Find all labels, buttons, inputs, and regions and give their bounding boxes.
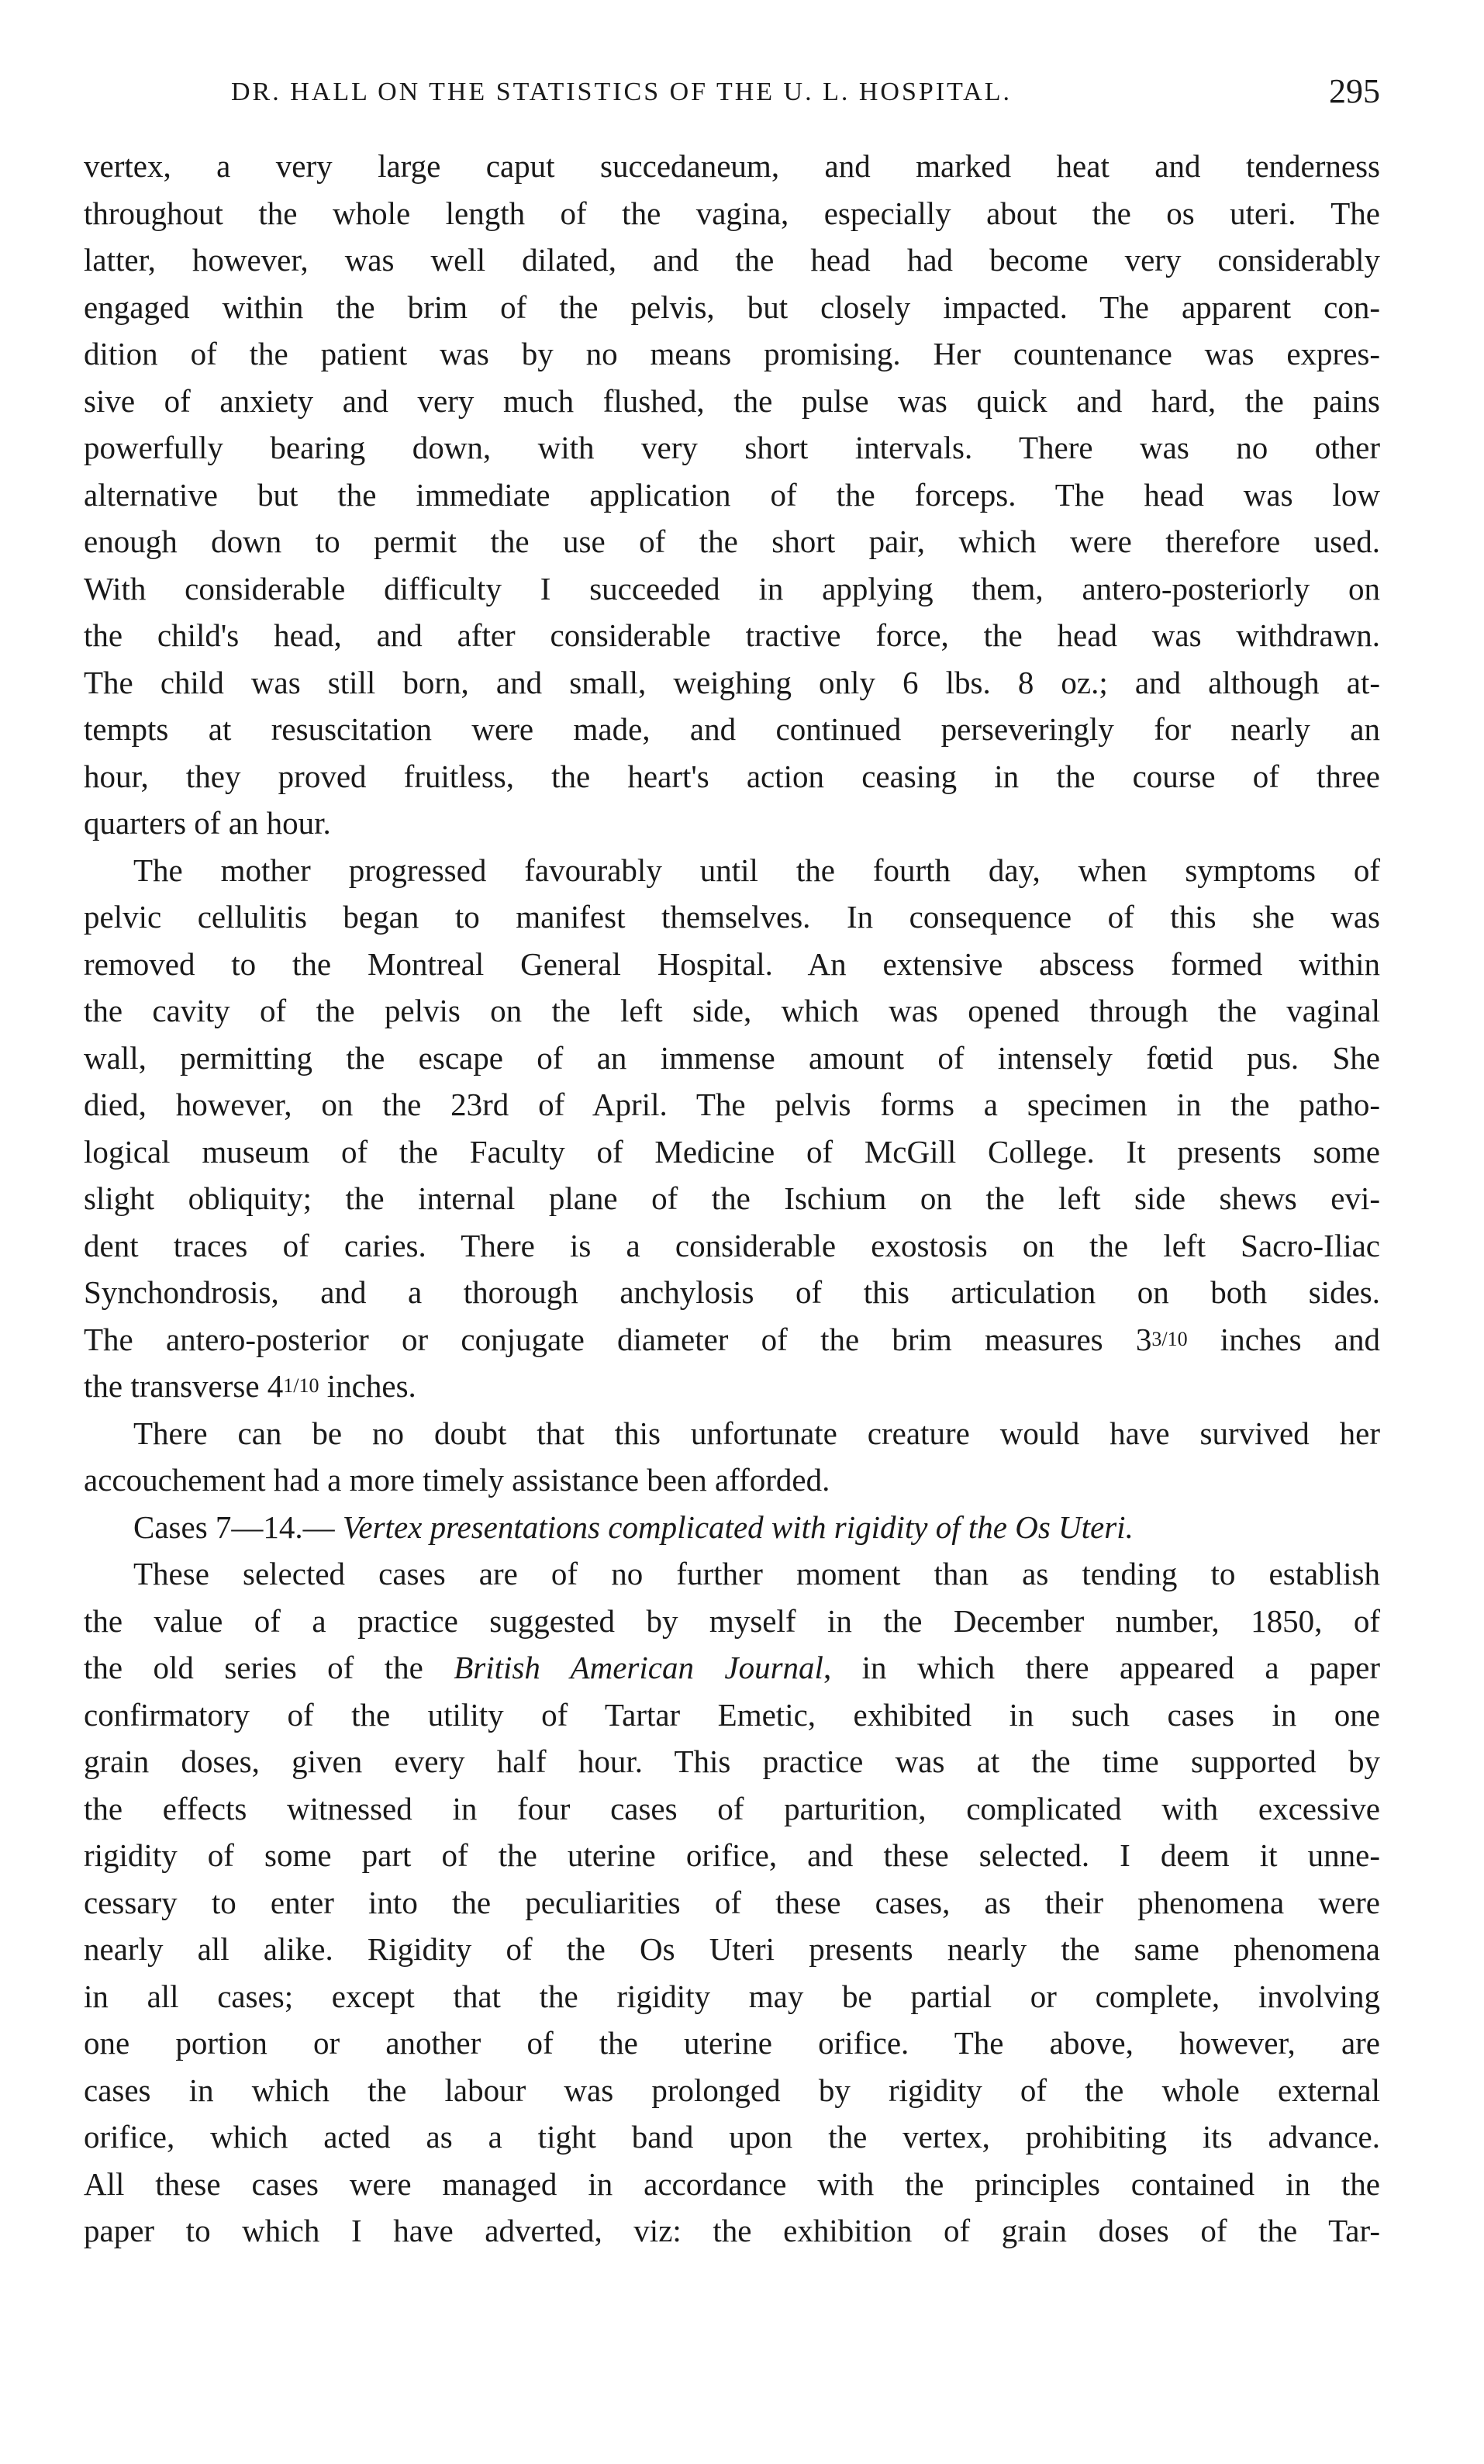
text-line: removed to the Montreal General Hospital. An extensive abscess formed within xyxy=(84,945,1380,982)
text-line: alternative but the immediate application of the forceps. The head was low xyxy=(84,476,1380,513)
text-line: the value of a practice suggested by myself in the December number, 1850, of xyxy=(84,1602,1380,1639)
text-line: one portion or another of the uterine orifice. The above, however, are xyxy=(84,2025,1380,2061)
text-line: rigidity of some part of the uterine orifice, and these selected. I deem it unne- xyxy=(84,1837,1380,1873)
transverse-line xyxy=(84,1363,1380,1410)
text-line: nearly all alike. Rigidity of the Os Uteri presents nearly the same phenomena xyxy=(84,1931,1380,1967)
text-line: powerfully bearing down, with very short intervals. There was no other xyxy=(84,430,1380,465)
text-line: grain doses, given every half hour. This practice was at the time supported by xyxy=(84,1743,1380,1779)
text-line: These selected cases are of no further moment than as tending to establish xyxy=(133,1556,1380,1591)
running-title: DR. HALL ON THE STATISTICS OF THE U. L. HOSPITAL. xyxy=(231,78,1012,106)
journal-text-end: , in which there appeared a paper xyxy=(823,1650,1380,1685)
text-line: the cavity of the pelvis on the left side, which was opened through the vaginal xyxy=(84,993,1380,1028)
text-line: hour, they proved fruitless, the heart's action ceasing in the course of three xyxy=(84,758,1380,794)
text-line: There can be no doubt that this unfortunate creature would have survived her xyxy=(133,1415,1380,1451)
text-line: Synchondrosis, and a thorough anchylosis of this articulation on both sides. xyxy=(84,1274,1380,1310)
text-line: With considerable difficulty I succeeded in applying them, antero-posteriorly on xyxy=(84,570,1380,606)
paragraph-2 xyxy=(84,847,1380,1410)
text-line: latter, however, was well dilated, and the head had become very considerably xyxy=(84,242,1380,278)
text-line: quarters of an hour. xyxy=(84,805,331,841)
fraction: 1/10 xyxy=(283,1374,319,1397)
case-heading-italic: Vertex presentations complicated with rigidity of the Os Uteri. xyxy=(342,1508,1134,1545)
text-line: the effects witnessed in four cases of parturition, complicated with excessive xyxy=(84,1790,1380,1826)
text-line: dition of the patient was by no means promising. Her countenance was expres- xyxy=(84,336,1380,372)
text-line: logical museum of the Faculty of Medicine of McGill College. It presents some xyxy=(84,1133,1380,1170)
text-line: orifice, which acted as a tight band upon the vertex, prohibiting its advance. xyxy=(84,2119,1380,2155)
paragraph-1 xyxy=(84,143,1380,847)
case-heading-lead: Cases 7—14.— xyxy=(133,1508,335,1545)
page xyxy=(84,71,1380,2255)
text-line: cessary to enter into the peculiarities of these cases, as their phenomena were xyxy=(84,1884,1380,1920)
paragraph-4 xyxy=(84,1550,1380,2255)
text-line: sive of anxiety and very much flushed, the pulse was quick and hard, the pains xyxy=(84,382,1380,419)
journal-text: the old series of the xyxy=(84,1650,454,1685)
text-line: paper to which I have adverted, viz: the exhibition of grain doses of the Tar- xyxy=(84,2213,1380,2248)
text-line: The child was still born, and small, weighing only 6 lbs. 8 oz.; and although at- xyxy=(84,664,1380,700)
journal-title: British American Journal xyxy=(454,1650,823,1685)
text-line: All these cases were managed in accordance with the principles contained in the xyxy=(84,2165,1380,2202)
transverse-text-end: inches. xyxy=(319,1368,416,1404)
journal-line xyxy=(84,1644,1380,1692)
measure-text-end: inches and xyxy=(1187,1321,1380,1357)
measure-line xyxy=(84,1316,1380,1363)
text-line: throughout the whole length of the vagina, especially about the os uteri. The xyxy=(84,195,1380,231)
measure-text: The antero-posterior or conjugate diameter of the brim measures 3 xyxy=(84,1321,1152,1357)
text-line: the child's head, and after considerable tractive force, the head was withdrawn. xyxy=(84,617,1380,653)
text-line: tempts at resuscitation were made, and continued perseveringly for nearly an xyxy=(84,711,1380,747)
transverse-text: the transverse 4 xyxy=(84,1368,284,1404)
paragraph-3 xyxy=(84,1410,1380,1504)
text-line: in all cases; except that the rigidity may be partial or complete, involving xyxy=(84,1978,1380,2014)
text-line: confirmatory of the utility of Tartar Emetic, exhibited in such cases in one xyxy=(84,1696,1380,1733)
text-line: enough down to permit the use of the short pair, which were therefore used. xyxy=(84,524,1380,559)
text-line: cases in which the labour was prolonged by rigidity of the whole external xyxy=(84,2072,1380,2108)
text-line: The mother progressed favourably until the fourth day, when symptoms of xyxy=(133,852,1380,888)
text-line: died, however, on the 23rd of April. The pelvis forms a specimen in the patho- xyxy=(84,1087,1380,1122)
case-heading-line xyxy=(84,1504,1380,1551)
text-line: pelvic cellulitis began to manifest themselves. In consequence of this she was xyxy=(84,899,1380,935)
page-number: 295 xyxy=(1329,72,1380,110)
case-heading xyxy=(84,1504,1380,1551)
text-line: accouchement had a more timely assistance been afforded. xyxy=(84,1462,830,1498)
running-head xyxy=(84,71,1380,126)
text-line: slight obliquity; the internal plane of the Ischium on the left side shews evi- xyxy=(84,1180,1380,1216)
fraction: 3/10 xyxy=(1151,1327,1188,1350)
text-line: wall, permitting the escape of an immense amount of intensely fœtid pus. She xyxy=(84,1039,1380,1076)
text-line: vertex, a very large caput succedaneum, and marked heat and tenderness xyxy=(84,148,1380,184)
text-line: dent traces of caries. There is a considerable exostosis on the left Sacro-Iliac xyxy=(84,1227,1380,1263)
text-line: engaged within the brim of the pelvis, but closely impacted. The apparent con- xyxy=(84,289,1380,325)
